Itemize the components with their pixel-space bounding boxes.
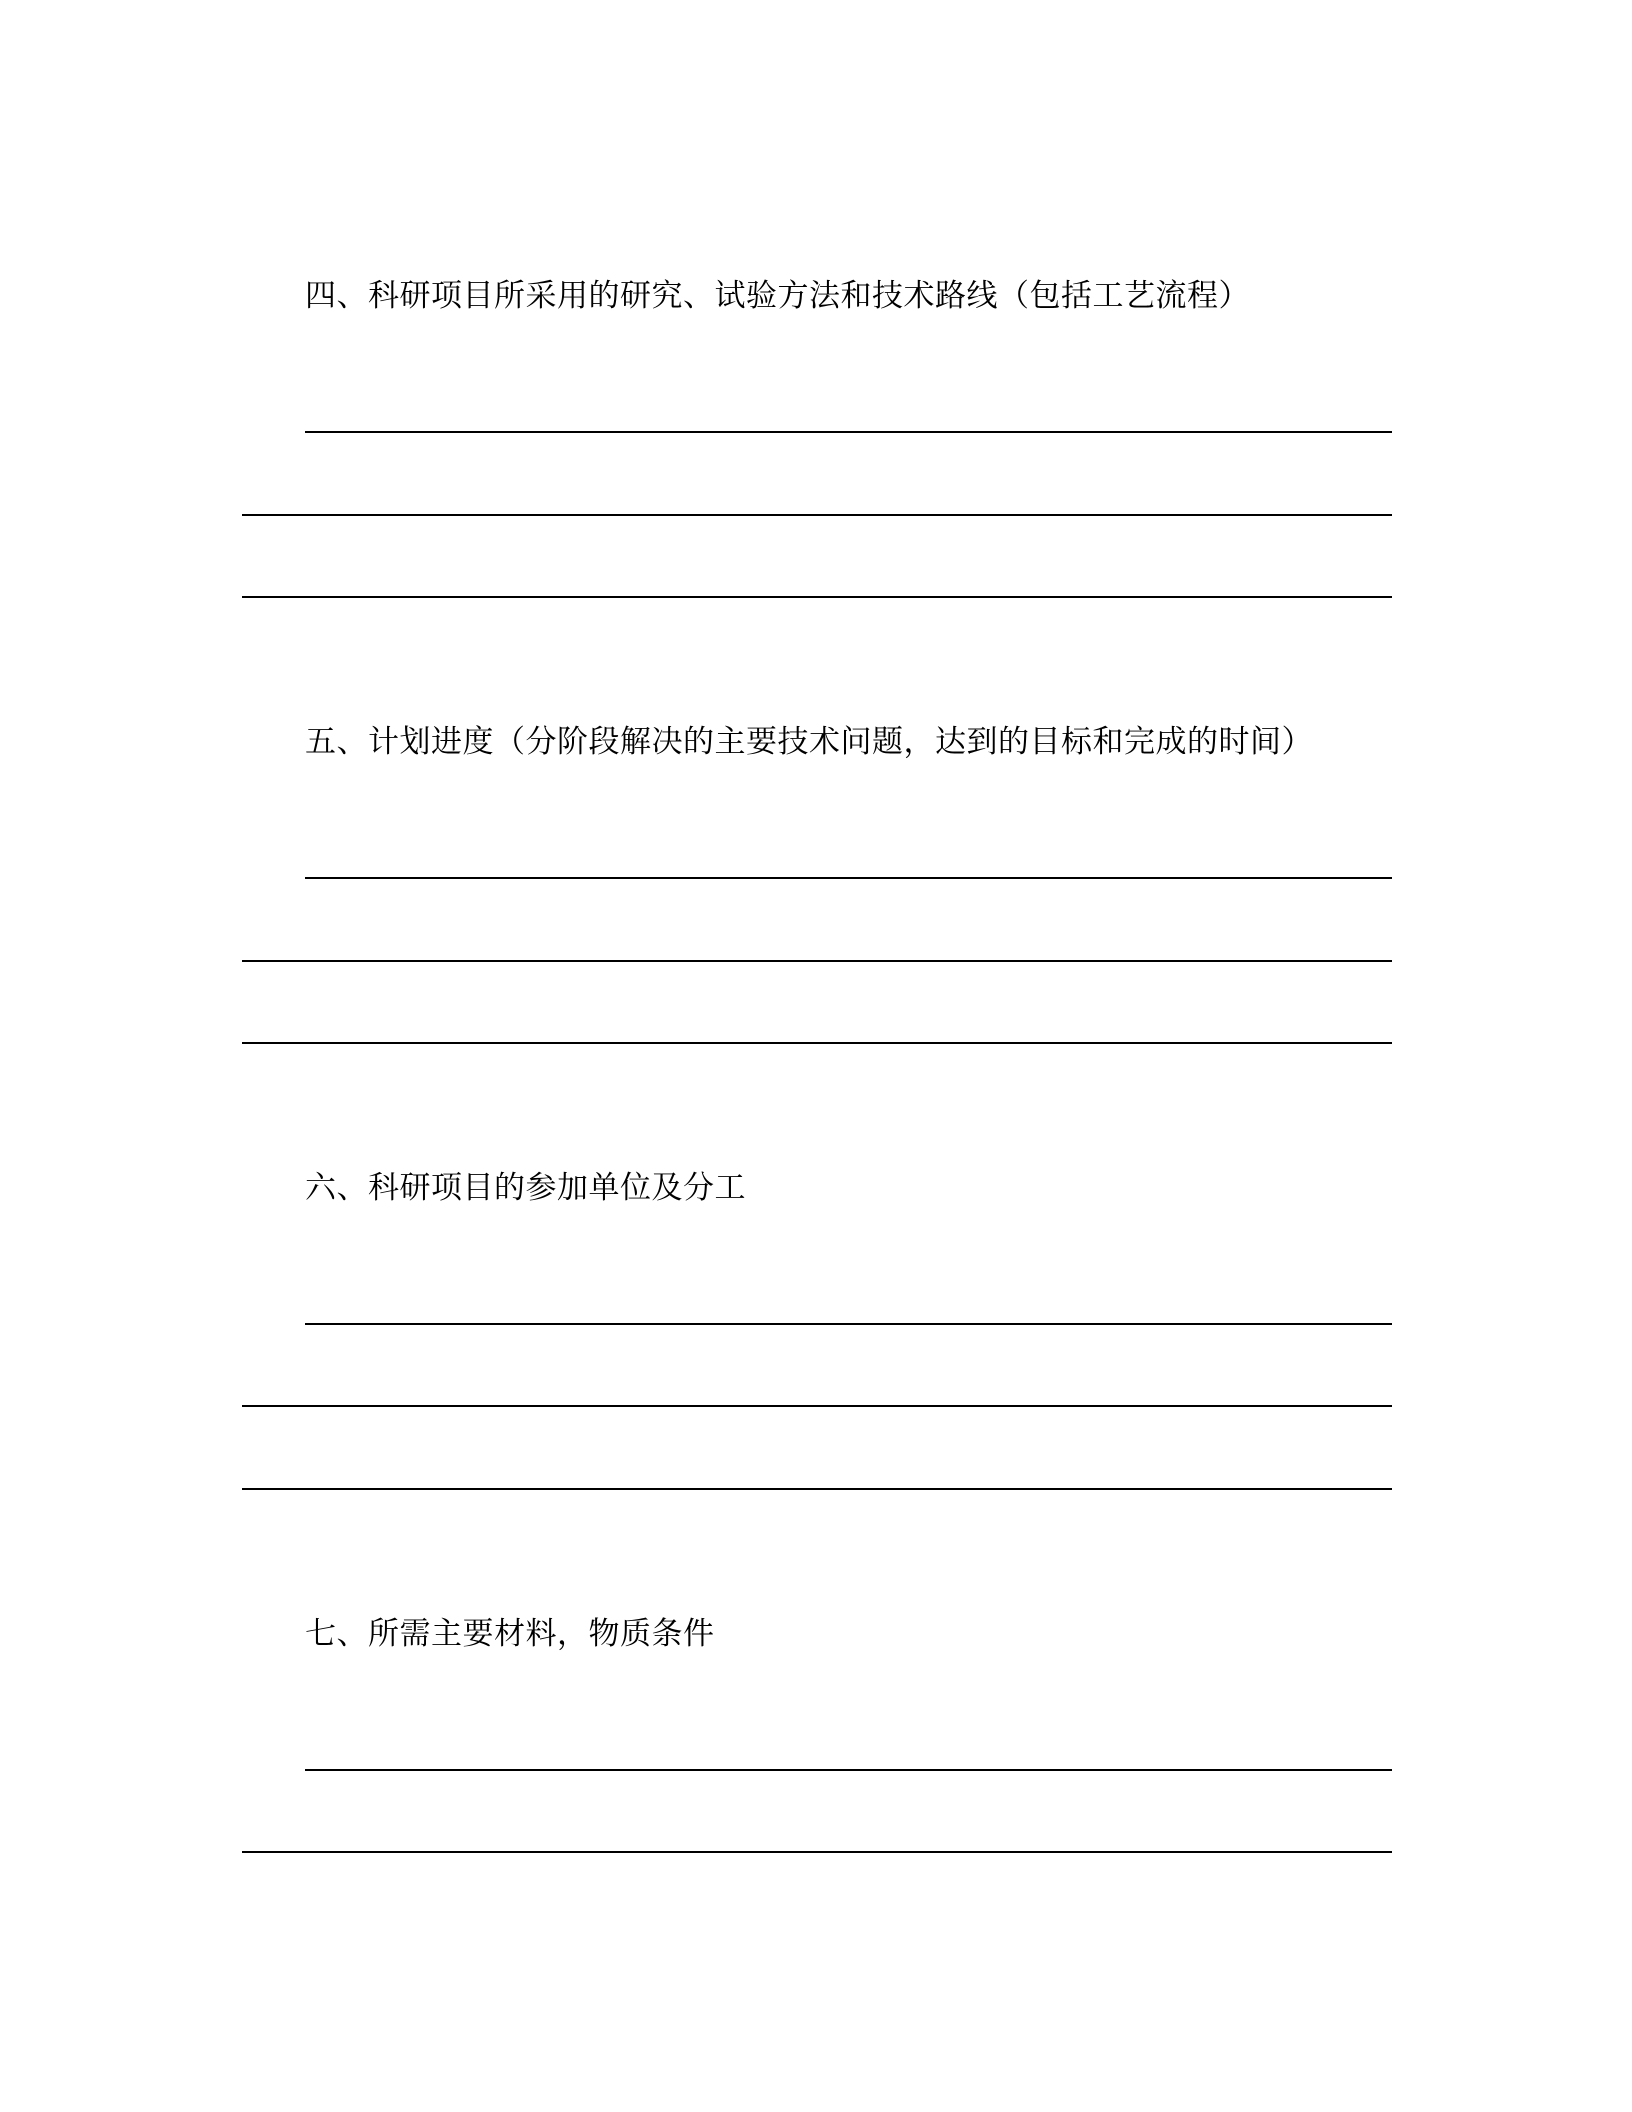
answer-line[interactable] <box>242 1042 1392 1044</box>
answer-line[interactable] <box>305 877 1392 879</box>
section-heading: 七、所需主要材料，物质条件 <box>305 1616 715 1652</box>
answer-line[interactable] <box>242 960 1392 962</box>
answer-line[interactable] <box>242 1405 1392 1407</box>
answer-line[interactable] <box>305 431 1392 433</box>
answer-line[interactable] <box>242 596 1392 598</box>
answer-line[interactable] <box>305 1323 1392 1325</box>
answer-line[interactable] <box>242 1851 1392 1853</box>
answer-line[interactable] <box>305 1769 1392 1771</box>
answer-line[interactable] <box>242 514 1392 516</box>
answer-line[interactable] <box>242 1488 1392 1490</box>
section-heading: 四、科研项目所采用的研究、试验方法和技术路线（包括工艺流程） <box>305 278 1250 314</box>
section-heading: 六、科研项目的参加单位及分工 <box>305 1170 746 1206</box>
section-heading: 五、计划进度（分阶段解决的主要技术问题，达到的目标和完成的时间） <box>305 724 1313 760</box>
